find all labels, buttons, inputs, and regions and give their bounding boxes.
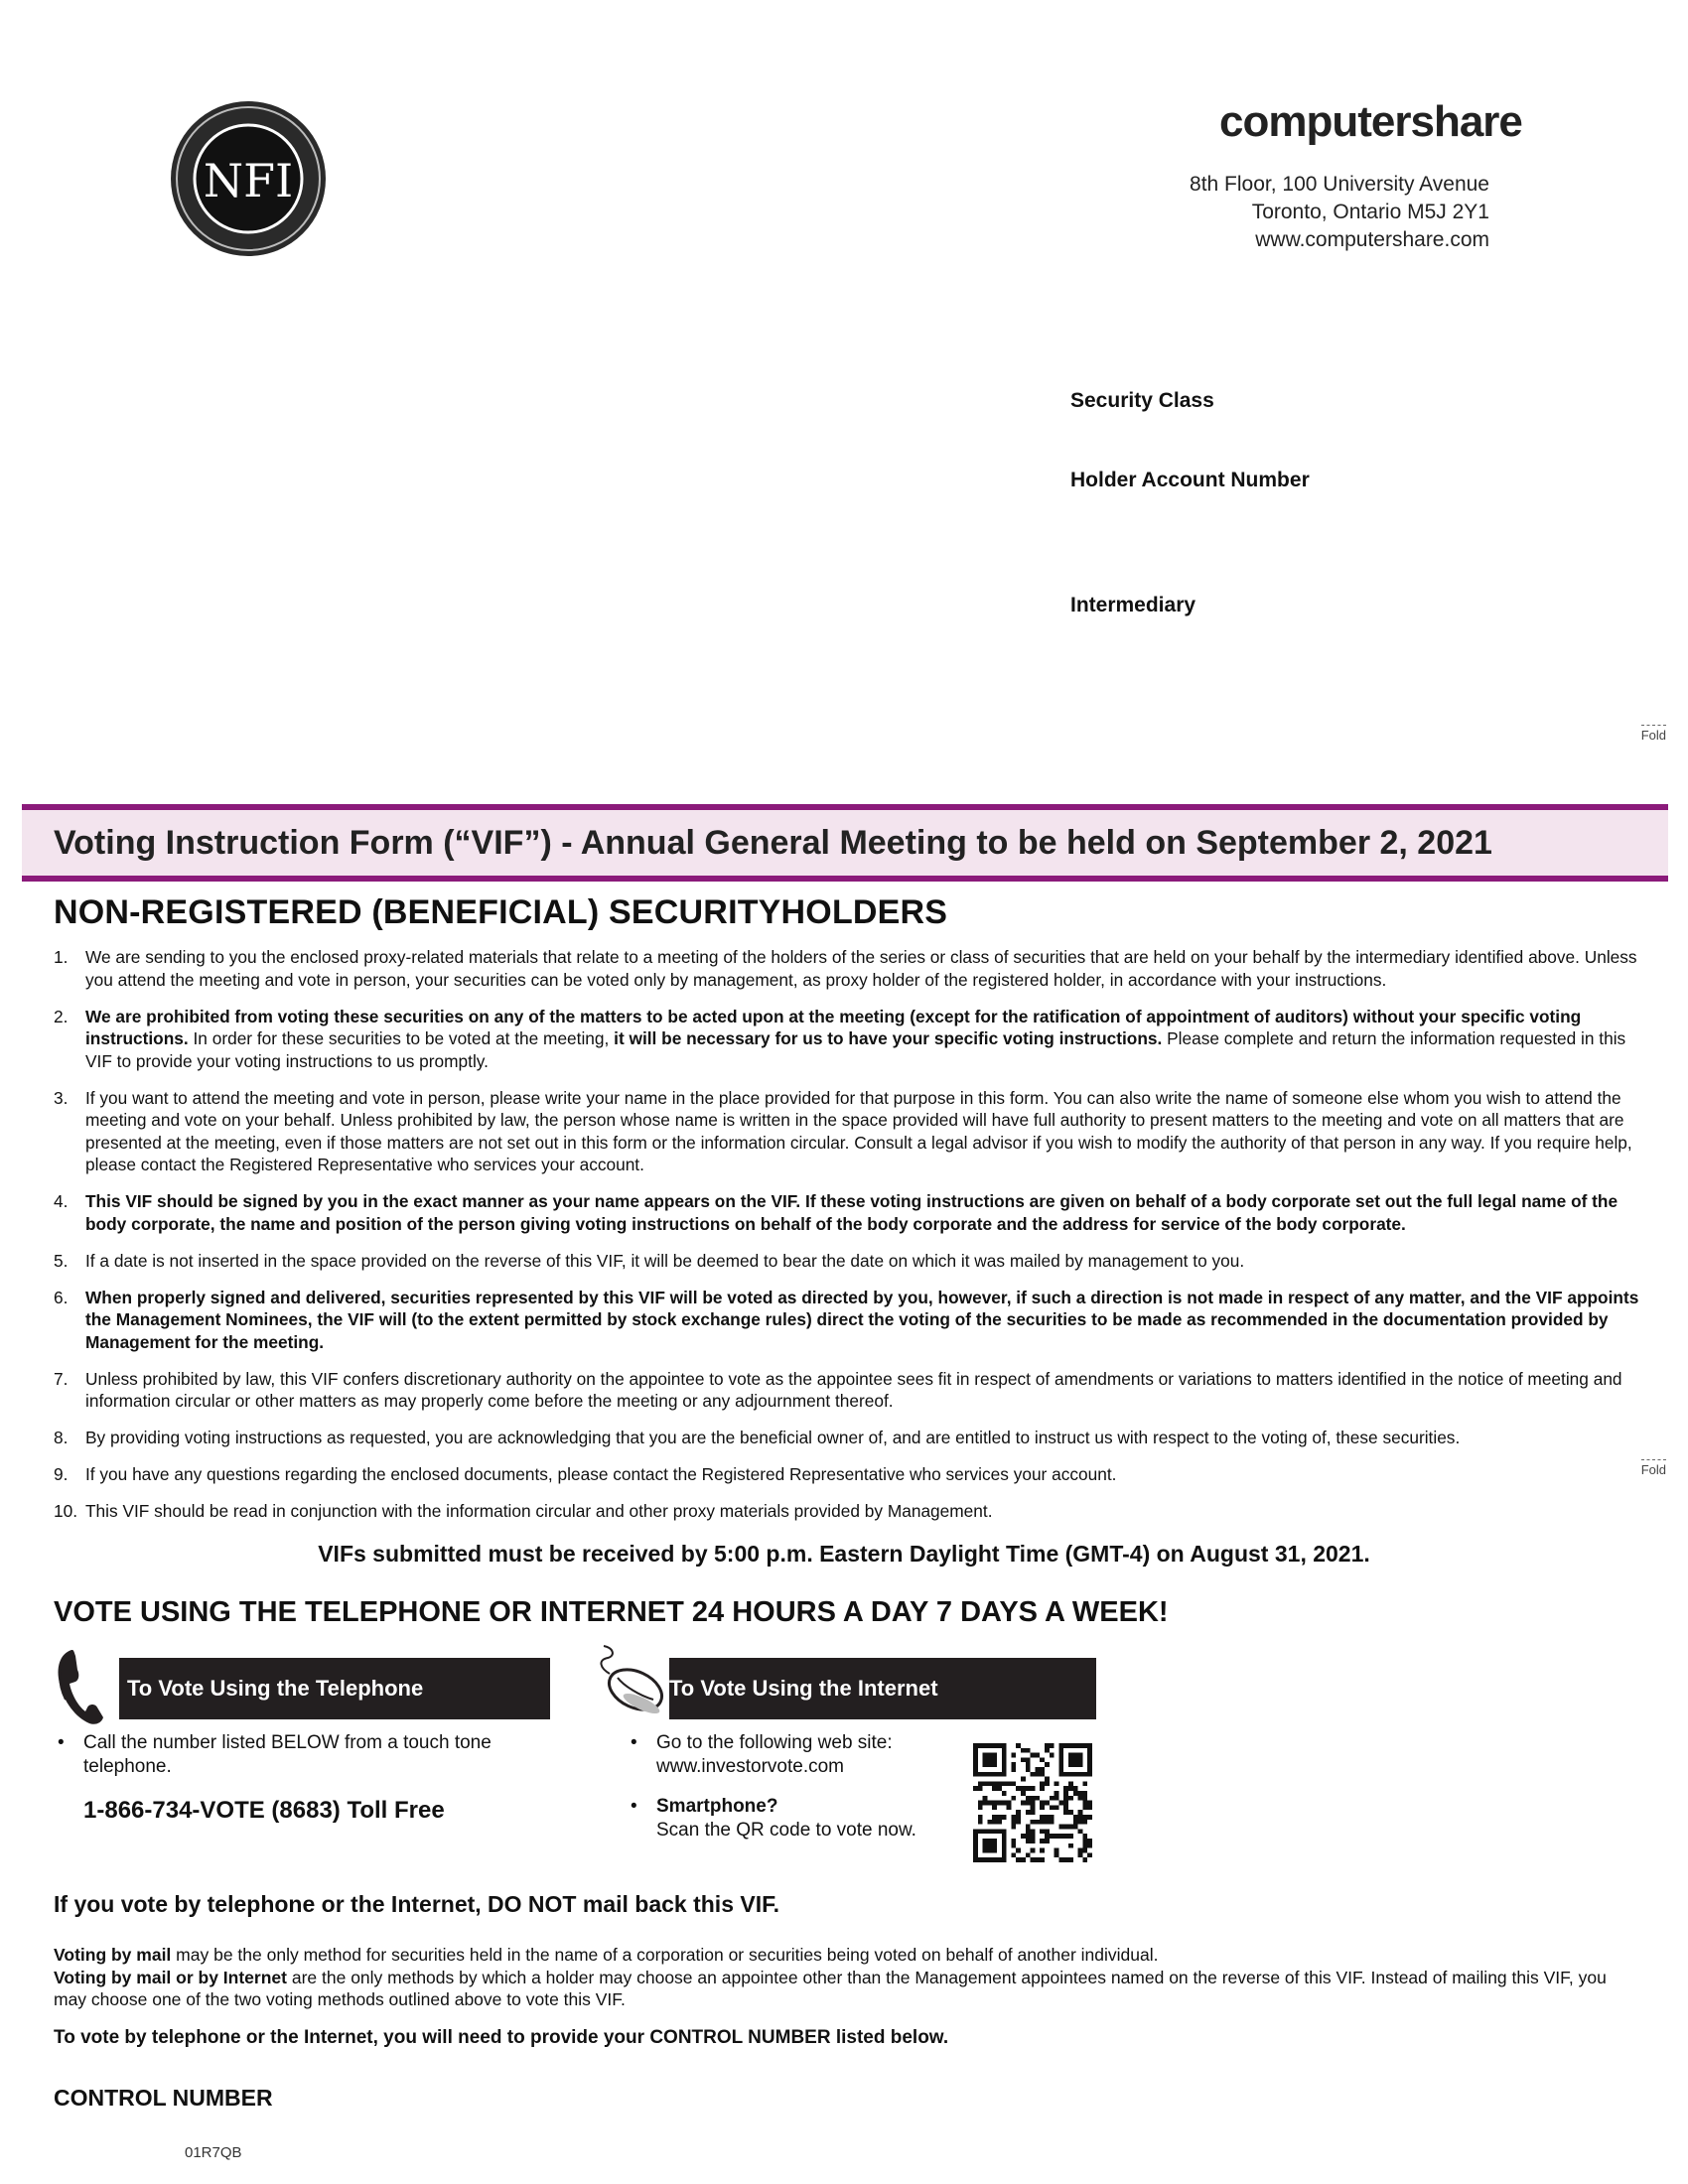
telephone-icon [50,1644,129,1729]
vote-heading: VOTE USING THE TELEPHONE OR INTERNET 24 HOURS A DAY 7 DAYS A WEEK! [54,1596,1169,1628]
address-line-2: Toronto, Ontario M5J 2Y1 [1251,201,1489,223]
company-website: www.computershare.com [1255,228,1489,251]
form-title: Voting Instruction Form (“VIF”) - Annual General Meeting to be held on September 2, 2021 [54,824,1492,862]
qr-code[interactable] [973,1743,1092,1862]
form-code: 01R7QB [185,2144,242,2161]
company-address [1190,171,1489,254]
list-item: 3. If you want to attend the meeting and vote in person, please write your name in the place provided for that purpose in this form. You can also write the name of someone else whom you wish to attend the meeting and vote on your behalf. Unless prohibited by law, the person whose name is written in the space provided will have full authority to present matters to the meeting and vote on all matters that are presented at the meeting, even if those matters are not set out in this form or the information circular. Consult a legal advisor if you wish to modify the authority of that person in any way. If you require help, please contact the Registered Representative who services your account. [54,1087,1632,1174]
internet-vote-header [600,1658,1096,1719]
telephone-number: 1-866-734-VOTE (8683) Toll Free [83,1797,445,1824]
computer-mouse-icon [594,1644,675,1729]
list-item: 1. We are sending to you the enclosed proxy-related materials that relate to a meeting of the holders of the series or class of securities that are held on your behalf by the intermediary identified above. Unless you attend the meeting and vote in person, your securities can be voted only by management, as proxy holder of the registered holder, in accordance with your instructions. [54,947,1637,990]
intermediary-label: Intermediary [1070,594,1196,616]
do-not-mail-notice: If you vote by telephone or the Internet, DO NOT mail back this VIF. [54,1891,780,1917]
instruction-list [54,946,1642,1537]
security-class-label: Security Class [1070,389,1214,412]
title-band [22,804,1668,882]
nfi-logo [169,99,328,258]
internet-instruction: • Go to the following web site: www.investorvote.com [631,1732,893,1777]
list-item: 10. This VIF should be read in conjunction with the information circular and other proxy materials provided by Management. [54,1501,993,1521]
list-item: 7. Unless prohibited by law, this VIF confers discretionary authority on the appointee to vote as the appointee sees fit in respect of amendments or variations to matters identified in the notice of meeting and information circular or other matters as may properly come before the meeting or any adjournment thereof. [54,1368,1622,1411]
list-item: 5. If a date is not inserted in the space provided on the reverse of this VIF, it will be deemed to bear the date on which it was mailed by management to you. [54,1250,1245,1271]
list-item: 2. We are prohibited from voting these securities on any of the matters to be acted upon at the meeting (except for the ratification of appointment of auditors) without your specific voting instructions. In order for these securities to be voted at the meeting, it will be necessary for us to have your specific voting instructions. Please complete and return the information requested in this VIF to provide your voting instructions to us promptly. [54,1006,1626,1071]
list-item: 4. This VIF should be signed by you in the exact manner as your name appears on the VIF. If these voting instructions are given on behalf of a body corporate set out the full legal name of the body corporate, the name and position of the person giving voting instructions on behalf of the body corporate and the address for service of the body corporate. [54,1191,1618,1234]
fold-mark-middle: Fold [1641,1459,1666,1477]
computershare-logo [1219,97,1522,147]
telephone-instruction: • Call the number listed BELOW from a touch tone telephone. [58,1732,492,1777]
fold-mark-top: Fold [1641,725,1666,743]
control-number-label: CONTROL NUMBER [54,2085,273,2111]
internet-vote-heading: To Vote Using the Internet [669,1676,938,1701]
smartphone-instruction: • Smartphone? Scan the QR code to vote now. [631,1796,916,1841]
address-line-1: 8th Floor, 100 University Avenue [1190,173,1489,196]
company-name: computershare [1219,97,1522,146]
mail-voting-paragraph: Voting by mail may be the only method for securities held in the name of a corporation or securities being voted on behalf of another individual. Voting by mail or by Internet are the only methods by which a holder may choose an appointee other than the Management appointees named on the reverse of this VIF. Instead of mailing this VIF, you may choose one of the two voting methods outlined above to vote this VIF. [54,1945,1607,2009]
telephone-vote-header [58,1658,550,1719]
list-item: 6. When properly signed and delivered, securities represented by this VIF will be voted as directed by you, however, if such a direction is not made in respect of any matter, and the VIF appoints the Management Nominees, the VIF will (to the extent permitted by stock exchange rules) direct the voting of the securities to be made as recommended in the documentation provided by Management for the meeting. [54,1287,1639,1352]
holder-account-number-label: Holder Account Number [1070,469,1310,491]
submission-deadline: VIFs submitted must be received by 5:00 p.m. Eastern Daylight Time (GMT-4) on August 31, 2021. [318,1541,1370,1567]
investorvote-link[interactable]: www.investorvote.com [656,1756,845,1777]
list-item: 8. By providing voting instructions as requested, you are acknowledging that you are the beneficial owner of, and are entitled to instruct us with respect to the voting of, these securities. [54,1428,1461,1447]
telephone-vote-heading: To Vote Using the Telephone [127,1676,424,1701]
nfi-logo-text: NFI [203,154,294,207]
control-number-note: To vote by telephone or the Internet, you will need to provide your CONTROL NUMBER listed below. [54,2027,949,2048]
section-heading: NON-REGISTERED (BENEFICIAL) SECURITYHOLDERS [54,893,948,931]
list-item: 9. If you have any questions regarding the enclosed documents, please contact the Registered Representative who services your account. [54,1464,1117,1484]
